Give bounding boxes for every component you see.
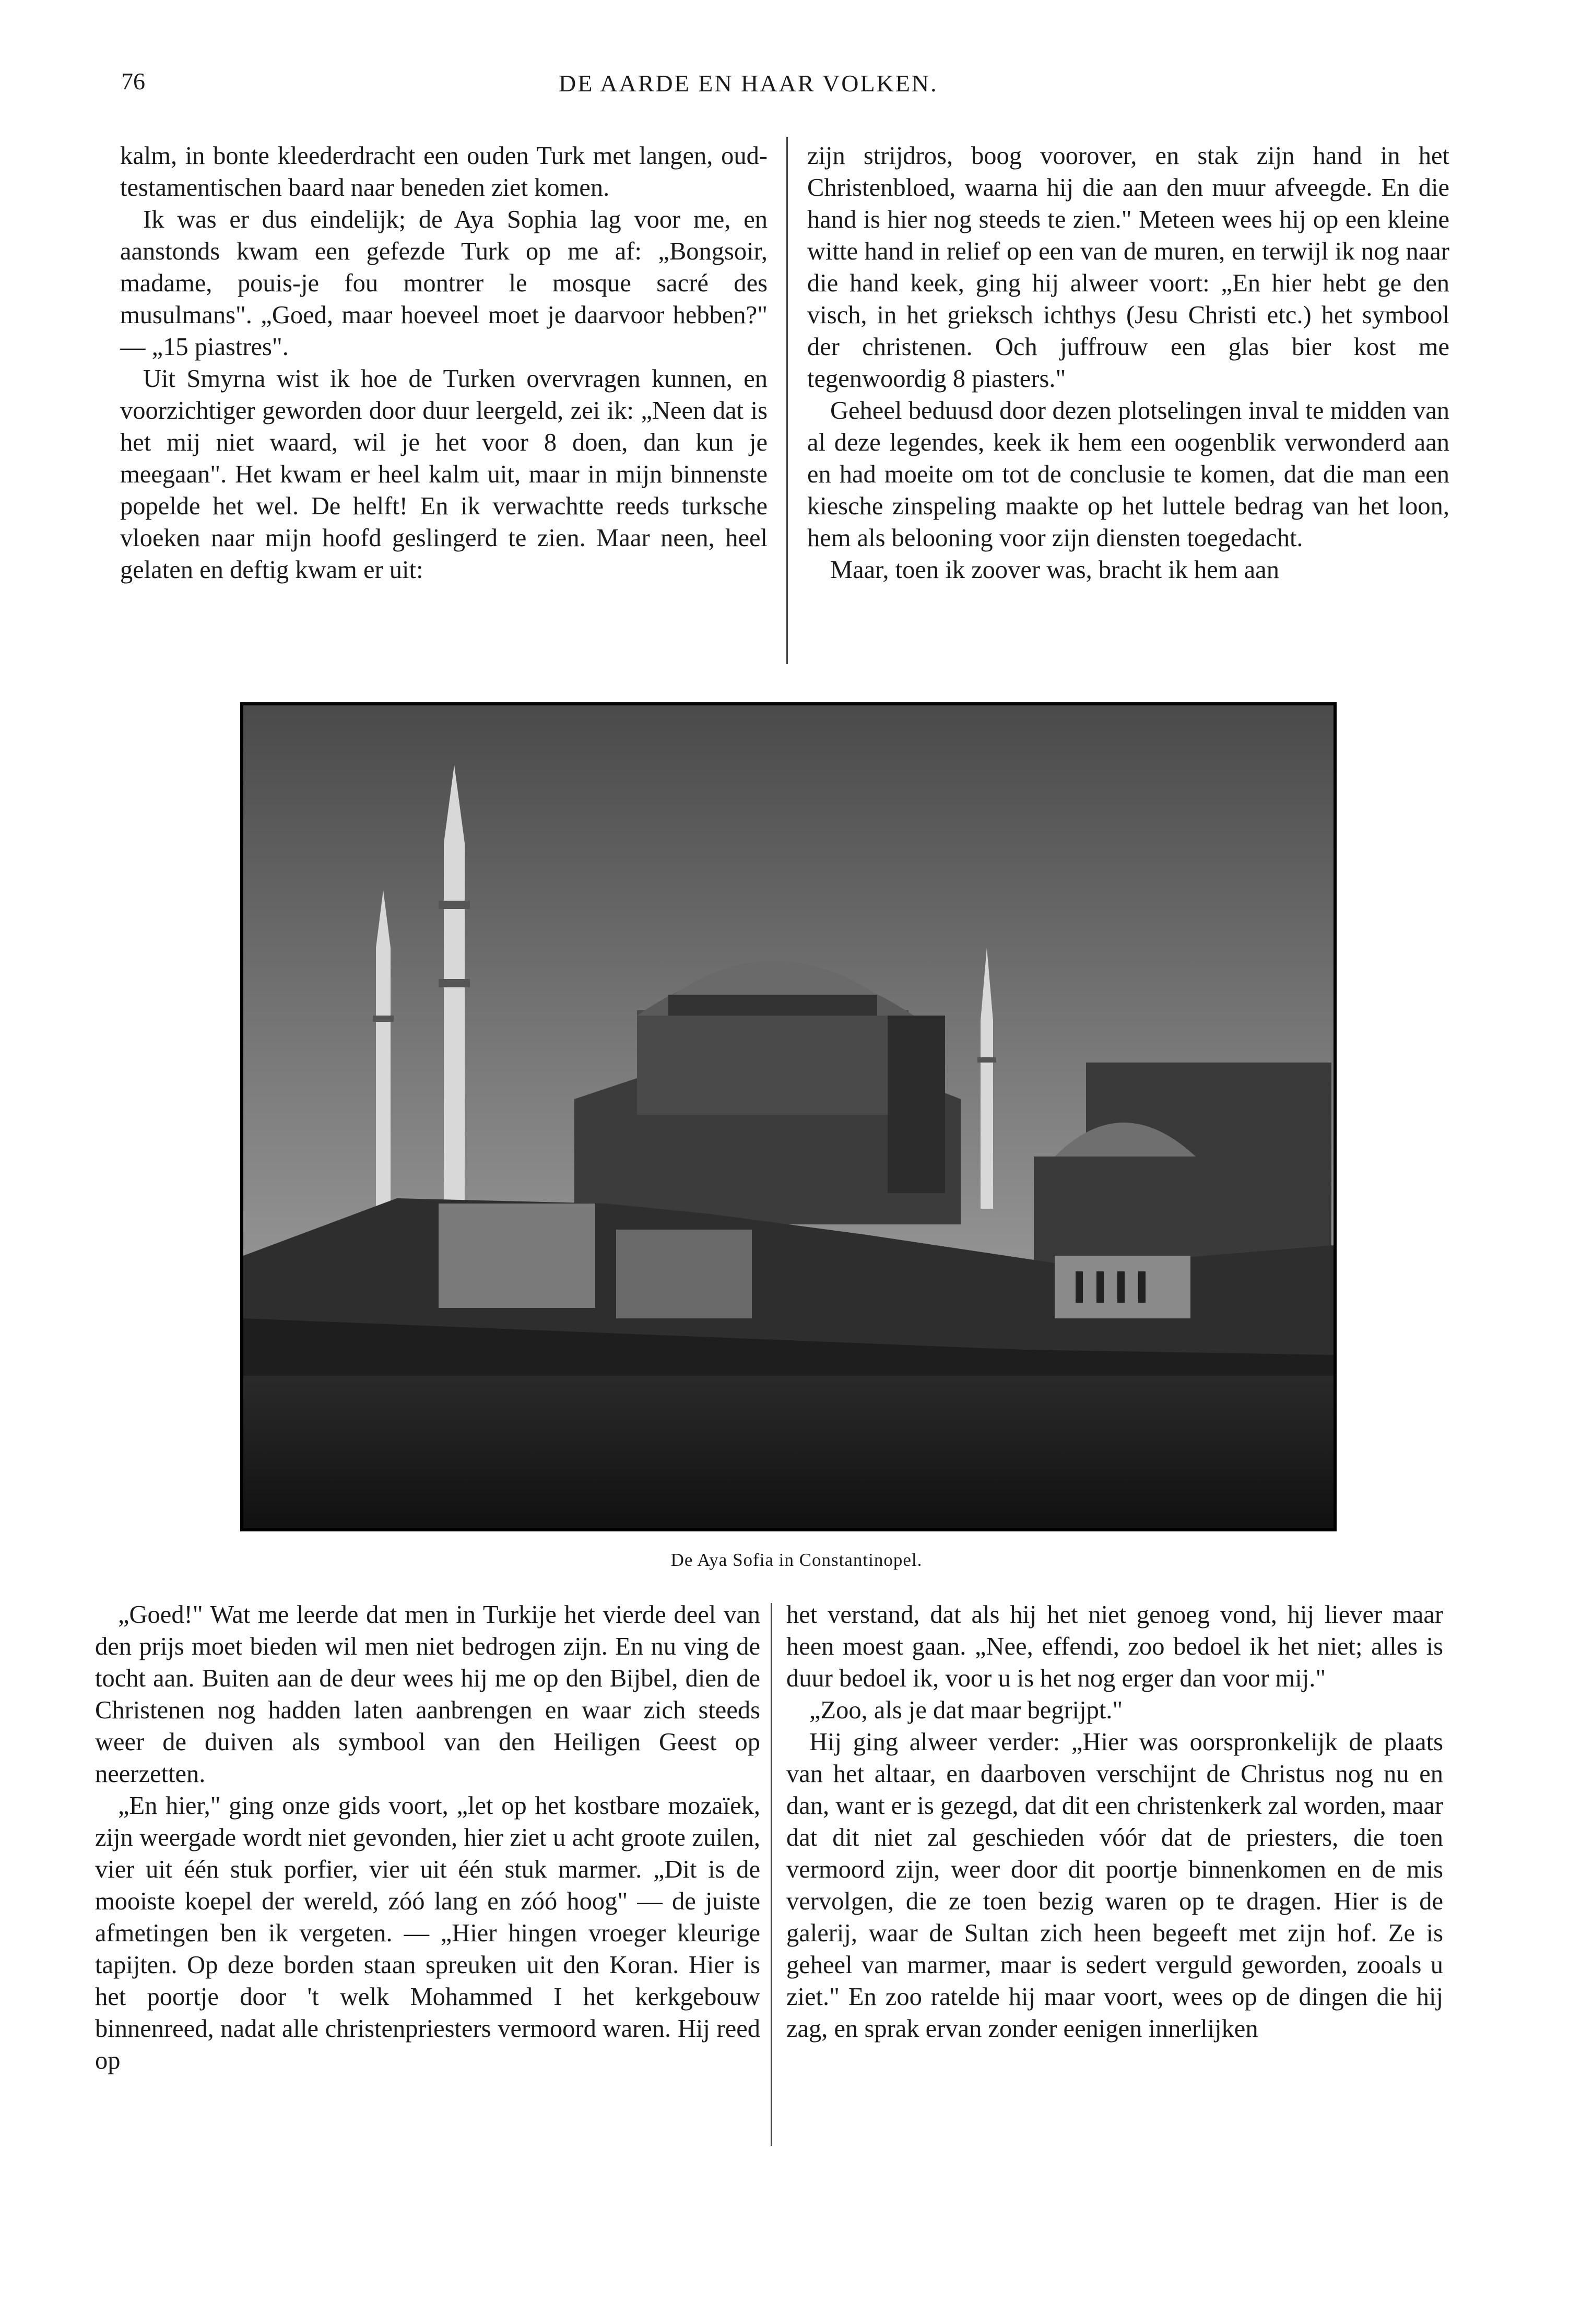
- hagia-sophia-photo: [240, 702, 1337, 1531]
- running-title: DE AARDE EN HAAR VOLKEN.: [559, 70, 938, 97]
- paragraph: Maar, toen ik zoover was, bracht ik hem aan: [830, 556, 1279, 584]
- paragraph: Uit Smyrna wist ik hoe de Turken overvragen kunnen, en voorzichtiger geworden door duur leergeld, zei ik: „Neen dat is het mij niet waard, wil je het voor 8 doen, dan kun je meegaan". Het kwam er heel kalm uit, maar in mijn binnenste popelde het wel. De helft! En ik verwachtte reeds turksche vloeken naar mijn hoofd geslingerd te zien. Maar neen, heel gelaten en deftig kwam er uit:: [120, 365, 768, 584]
- top-right-column: [807, 140, 1449, 586]
- page-number: 76: [121, 68, 145, 95]
- paragraph: het verstand, dat als hij het niet genoeg vond, hij liever maar heen moest gaan. „Nee, effendi, zoo bedoel ik het niet; alles is duur bedoel ik, voor u is het nog erger dan voor mij.": [786, 1601, 1443, 1692]
- paragraph: Ik was er dus eindelijk; de Aya Sophia lag voor me, en aanstonds kwam een gefezde Turk op me af: „Bongsoir, madame, pouis-je fou montrer le mosque sacré des musulmans". „Goed, maar hoeveel moet je daarvoor hebben?" — „15 piastres".: [120, 206, 768, 361]
- figure-caption: De Aya Sofia in Constantinopel.: [670, 1550, 923, 1570]
- bottom-right-column: [786, 1599, 1443, 2045]
- column-rule-bottom: [771, 1603, 772, 2146]
- paragraph: Hij ging alweer verder: „Hier was oorspronkelijk de plaats van het altaar, en daarboven verschijnt de Christus nog nu en dan, want er is gezegd, dat dit een christenkerk zal worden, maar dat dit niet zal geschieden vóór dat de priesters, die toen vermoord zijn, weer door dit poortje binnenkomen en de mis vervolgen, die ze toen bezig waren op te dragen. Hier is de galerij, waar de Sultan zich heen begeeft met zijn hof. Ze is geheel van marmer, maar is sedert verguld geworden, zooals u ziet." En zoo ratelde hij maar voort, wees op de dingen die hij zag, en sprak ervan zonder eenigen innerlijken: [786, 1728, 1443, 2043]
- paragraph: kalm, in bonte kleederdracht een ouden Turk met langen, oud-testamentischen baard naar beneden ziet komen.: [120, 142, 768, 202]
- figure-photo: [240, 702, 1337, 1531]
- paragraph: zijn strijdros, boog voorover, en stak zijn hand in het Christenbloed, waarna hij die aan den muur afveegde. En die hand is hier nog steeds te zien." Meteen wees hij op een kleine witte hand in relief op een van de muren, en terwijl ik nog naar die hand keek, ging hij alweer voort: „En hier hebt ge den visch, in het grieksch ichthys (Jesu Christi etc.) het symbool der christenen. Och juffrouw een glas bier kost me tegenwoordig 8 piasters.": [807, 142, 1449, 393]
- column-rule-top: [786, 137, 788, 664]
- bottom-left-column: [95, 1599, 760, 2077]
- paragraph: Geheel beduusd door dezen plotselingen inval te midden van al deze legendes, keek ik hem een oogenblik verwonderd aan en had moeite om tot de conclusie te komen, dat die man een kiesche zinspeling maakte op het luttele bedrag van het loon, hem als belooning voor zijn diensten toegedacht.: [807, 397, 1449, 552]
- top-left-column: [120, 140, 768, 586]
- paragraph: „En hier," ging onze gids voort, „let op het kostbare mozaïek, zijn weergade wordt niet gevonden, hier ziet u acht groote zuilen, vier uit één stuk porfier, vier uit één stuk marmer. „Dit is de mooiste koepel der wereld, zóó lang en zóó hoog" — de juiste afmetingen ben ik vergeten. — „Hier hingen vroeger kleurige tapijten. Op deze borden staan spreuken uit den Koran. Hier is het poortje door 't welk Mohammed I het kerkgebouw binnenreed, nadat alle christenpriesters vermoord waren. Hij reed op: [95, 1792, 760, 2074]
- paragraph: „Goed!" Wat me leerde dat men in Turkije het vierde deel van den prijs moet bieden wil men niet bedrogen zijn. En nu ving de tocht aan. Buiten aan de deur wees hij me op den Bijbel, dien de Christenen nog hadden laten aanbrengen en waar zich steeds weer de duiven als symbool van den Heiligen Geest op neerzetten.: [95, 1601, 760, 1788]
- paragraph: „Zoo, als je dat maar begrijpt.": [809, 1696, 1123, 1724]
